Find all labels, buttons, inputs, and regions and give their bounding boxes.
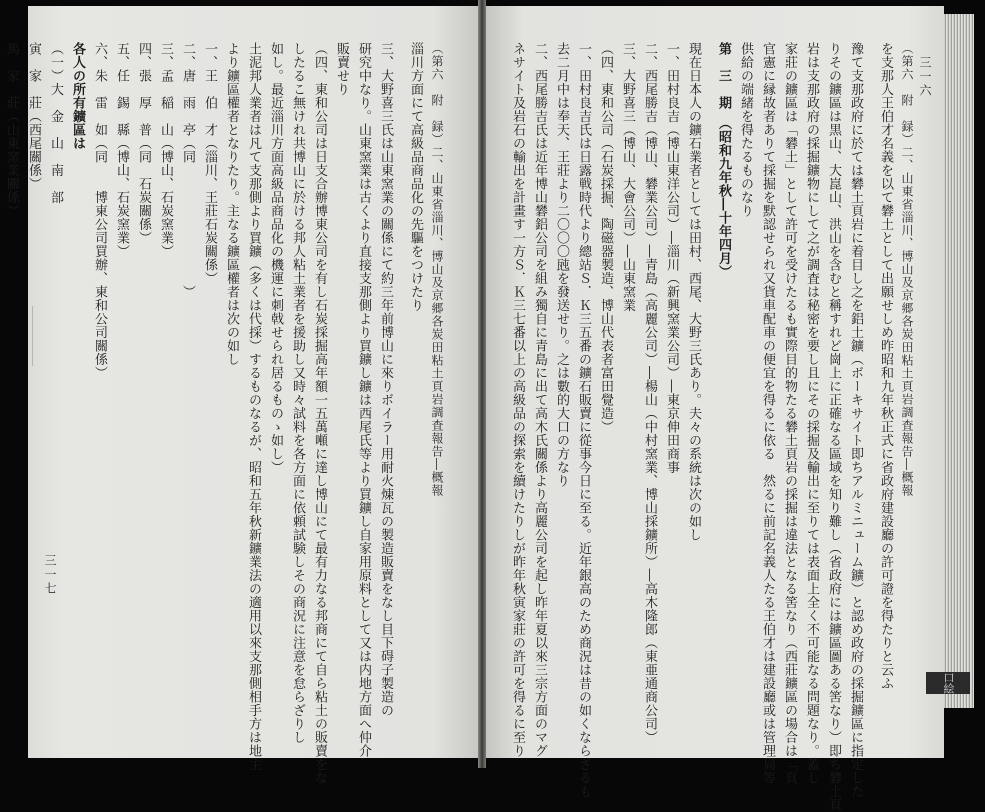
- page-number: 三一七: [43, 554, 57, 596]
- text-column: 供給の端緒を得たるものなり: [738, 42, 753, 218]
- edge-tab: 口絵: [926, 672, 970, 694]
- list-item: （四、東和公司（石炭採掘、陶磁器製造、博山代表者富田覺造）: [598, 42, 613, 434]
- list-item: 一、王 伯 才（淄川、王莊石炭關係）: [202, 42, 217, 285]
- text-column: 各人の所有鑛區は: [70, 42, 85, 150]
- vertical-text-block: [506, 42, 918, 812]
- text-column: 現在日本人の鑛石業者としては田村、西尾、大野三氏あり。夫々の系統は次の如し: [686, 42, 701, 542]
- running-header: （第六 附 録）二、山東省淄川、博山及京郷各炭田粘土頁岩調査報告―概報: [900, 42, 914, 497]
- list-item: 寅 家 莊（西尾關係）: [26, 42, 41, 191]
- text-column: （四、東和公司は日支合辦博東公司を有し石炭採掘高年額一五萬噸に達し博山にて最有力なる邦商にて自ら粘土の販賣をな: [312, 42, 327, 785]
- text-column: 販賣せり: [334, 42, 349, 96]
- text-column: 去二月中は奉天、王莊より二〇〇〇瓲を發送せり。之は數的大口の方なり: [554, 42, 569, 488]
- list-item: 六、朱 雷 如（同 博東公司買辦、東和公司關係）: [92, 42, 107, 380]
- text-column: 一、田村良吉氏は日露戦時代より總站Ｓ．Ｋ三五番の鑛石販賣に從事今日に至る。近年銀高のため商況は昔の如くならざるも: [576, 42, 591, 798]
- text-column: りその鑛區は黒山、大崑山、洪山を含むと稱すれど崗上に正確なる區域を知り難し（省政府には鑛區圖ある筈なり）即ち礬土頁: [826, 42, 841, 812]
- text-column: 二、西尾勝吉氏は近年博山礬鋁公司を組み獨自に青島に出て高木氏關係より高麗公司を起し昨年夏以來三宗方面のマグ: [532, 42, 547, 758]
- text-column: より鑛區權者となりたり。主なる鑛區權者は次の如し: [224, 42, 239, 366]
- list-item: 五、任 錫 縣（博山、石炭窯業）: [114, 42, 129, 258]
- list-item: 四、張 厚 普（同 石炭關係）: [136, 42, 151, 245]
- page-number: 三一六: [918, 56, 932, 98]
- page-edge-stack: [944, 14, 974, 708]
- book-gutter: [478, 0, 486, 768]
- right-page: [486, 6, 944, 812]
- text-column: 淄川方面にて高級品商品化の先驅をつけたり: [408, 42, 423, 312]
- section-heading: 第 三 期 （昭和九年秋―十年四月）: [716, 42, 731, 279]
- left-page: [4, 6, 478, 785]
- text-column: 研究中なり。山東窯業は古くより直接支那側より買鑛し鑛は西尾氏等より買鑛し自家用原料として又は内地方面へ仲介: [356, 42, 371, 758]
- list-item: 三、大野喜三（博山、大會公司）―山東窯業: [620, 42, 635, 312]
- text-column: 家莊の鑛區は「礬土」として許可を受けたるも實際目的物たる礬土頁岩の採掘は違法となる筈なり（西莊鑛區の場合は「頁: [782, 42, 797, 785]
- text-column: を支那人王伯才名義を以て礬土として出願せしめ昨昭和九年秋正式に省政府建設廳の許可證を得たりと云ふ: [878, 42, 893, 690]
- list-item: 一、田村良吉（博山東洋公司）―淄川（新興窯業公司）―東京伸田商事: [664, 42, 679, 474]
- text-column: したるこ無けれ共博山に於ける邦人粘土業者を援助し又時々試料を各方面に依頼試験しその商況に注意を怠らざりし: [290, 42, 305, 744]
- text-column: 岩は支那政府の採掘鑛物にして之が調査は秘密を要し且にその採掘及輸出に至りては表面上全く不可能なる問題なり。蓋し: [804, 42, 819, 785]
- running-header: （第六 附 録）二、山東省淄川、博山及京郷各炭田粘土頁岩調査報告―概報: [430, 42, 444, 497]
- text-column: ネサイト及岩石の輸出を計畫す一方Ｓ．Ｋ三七番以上の高級品の探索を續けたりしが昨年秋寅家莊の許可を得るに至り: [510, 42, 525, 758]
- list-item: 三、孟 稲 山（博山、石炭窯業）: [158, 42, 173, 258]
- text-column: 土泥邦人業者は凡て支那側より買鑛（多くは代採）するものなるが、昭和五年秋新鑛業法の適用以來支那側相手方は地主: [246, 42, 261, 771]
- text-column: 三、大野喜三氏は山東窯業の關係にて約三年前博山に來りボイラー用耐火煉瓦の製造販賣をなし目下碍子製造の: [378, 42, 393, 717]
- text-column: 官憲に縁故者ありて採掘を默認せられ又貨車配車の便宜を得るに依る 然るに前記名義人たる王伯才は建設廳或は管理局等: [760, 42, 775, 785]
- list-item: （一）大 金 山 南 部: [48, 42, 63, 204]
- text-column: 豫て支那政府に於ては礬土頁岩に着目し之を鋁土鑛（ボーキサイト即ちアルミニューム鑛）と認め政府の採掘鑛區に指定した: [848, 42, 863, 798]
- list-item: 馬 家 莊（山東窯業關係）: [4, 42, 19, 218]
- list-item: 二、唐 雨 亭（同 ）: [180, 42, 195, 299]
- text-column: 如し。最近淄川方面高級品商品化の機運に刺戟せられ居るものゝ如し）: [268, 42, 283, 474]
- list-item: 二、西尾勝吉（博山、礬業公司）―青島（高麗公司）―楊山（中村窯業、博山採鑛所）―高木隆郎（東亜通商公司）: [642, 42, 657, 744]
